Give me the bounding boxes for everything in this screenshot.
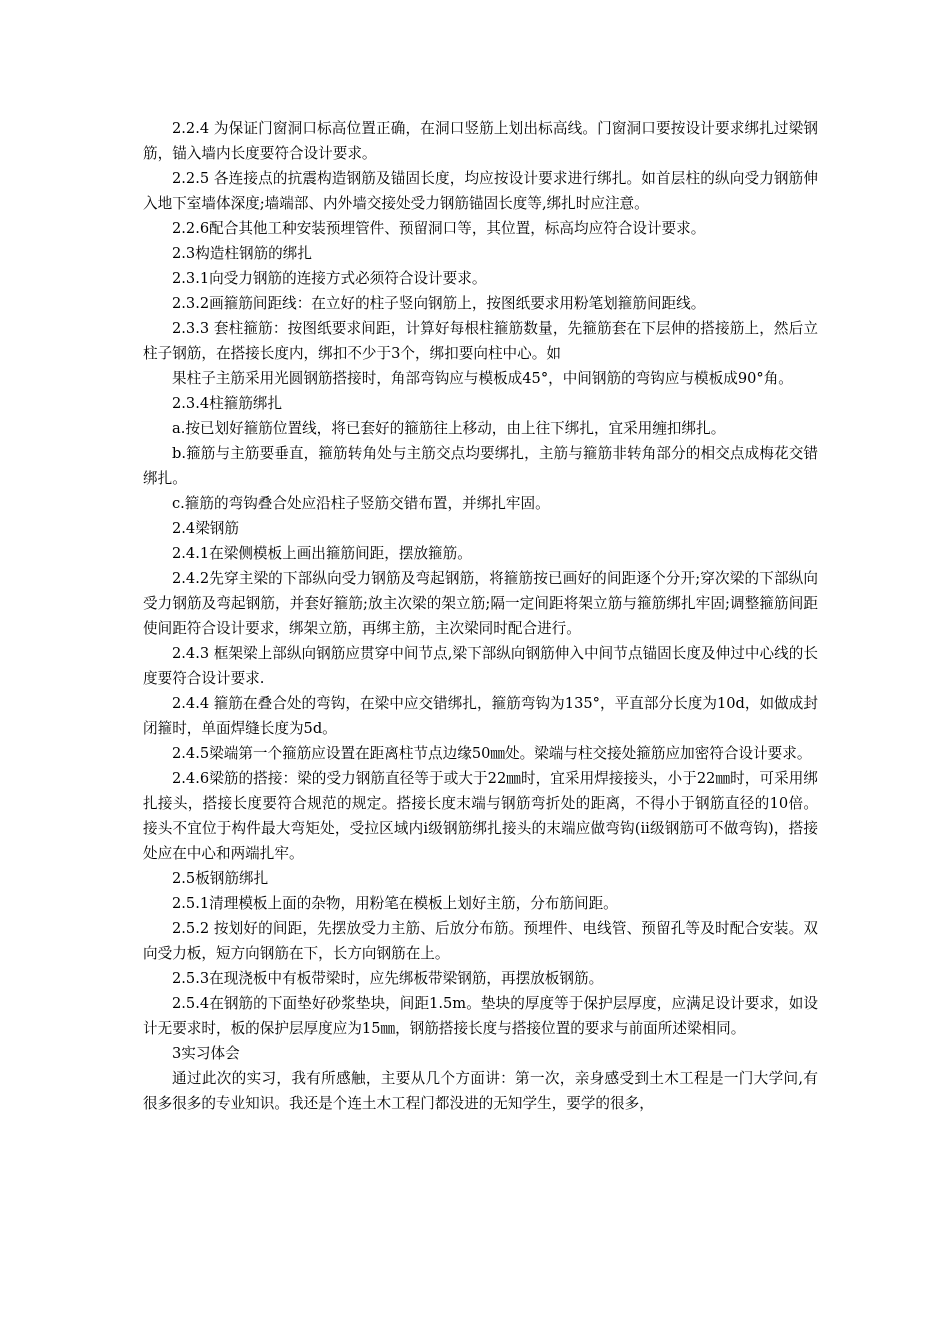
paragraph-2-2-5: 2.2.5 各连接点的抗震构造钢筋及锚固长度，均应按设计要求进行绑扎。如首层柱的纵向受力钢筋伸入地下室墙体深度;墙端部、内外墙交接处受力钢筋锚固长度等,绑扎时应注意。 — [143, 170, 818, 212]
paragraph-2-4-5: 2.4.5梁端第一个箍筋应设置在距离柱节点边缘50㎜处。梁端与柱交接处箍筋应加密符合设计要求。 — [172, 745, 812, 762]
section-heading-2-3-4: 2.3.4柱箍筋绑扎 — [172, 395, 283, 412]
paragraph-2-5-1: 2.5.1清理模板上面的杂物，用粉笔在模板上划好主筋，分布筋间距。 — [172, 895, 618, 912]
paragraph-2-5-2: 2.5.2 按划好的间距，先摆放受力主筋、后放分布筋。预埋件、电线管、预留孔等及时配合安装。双向受力板，短方向钢筋在下，长方向钢筋在上。 — [143, 920, 818, 962]
paragraph-2-2-6: 2.2.6配合其他工种安装预埋管件、预留洞口等，其位置，标高均应符合设计要求。 — [172, 220, 706, 237]
paragraph-2-5-4: 2.5.4在钢筋的下面垫好砂浆垫块，间距1.5m。垫块的厚度等于保护层厚度，应满足设计要求，如设计无要求时，板的保护层厚度应为15㎜，钢筋搭接长度与搭接位置的要求与前面所述梁相同。 — [143, 995, 818, 1037]
list-item-b: b.箍筋与主筋要垂直，箍筋转角处与主筋交点均要绑扎，主筋与箍筋非转角部分的相交点成梅花交错绑扎。 — [143, 445, 818, 487]
paragraph-2-3-2: 2.3.2画箍筋间距线：在立好的柱子竖向钢筋上，按图纸要求用粉笔划箍筋间距线。 — [172, 295, 706, 312]
list-item-c: c.箍筋的弯钩叠合处应沿柱子竖筋交错布置，并绑扎牢固。 — [172, 495, 550, 512]
paragraph-2-2-4: 2.2.4 为保证门窗洞口标高位置正确，在洞口竖筋上划出标高线。门窗洞口要按设计要求绑扎过梁钢筋，锚入墙内长度要符合设计要求。 — [143, 120, 818, 162]
paragraph-2-4-1: 2.4.1在梁侧模板上画出箍筋间距，摆放箍筋。 — [172, 545, 472, 562]
paragraph-2-3-3: 2.3.3 套柱箍筋：按图纸要求间距，计算好每根柱箍筋数量，先箍筋套在下层伸的搭接筋上，然后立柱子钢筋，在搭接长度内，绑扣不少于3个，绑扣要向柱中心。如 — [143, 320, 818, 362]
paragraph-internship-reflection: 通过此次的实习，我有所感触，主要从几个方面讲：第一次，亲身感受到土木工程是一门大学问,有很多很多的专业知识。我还是个连土木工程门都没进的无知学生，要学的很多， — [143, 1070, 818, 1112]
list-item-a: a.按已划好箍筋位置线，将已套好的箍筋往上移动，由上往下绑扎，宜采用缠扣绑扎。 — [172, 420, 726, 437]
paragraph-2-4-6: 2.4.6梁筋的搭接：梁的受力钢筋直径等于或大于22㎜时，宜采用焊接接头，小于22㎜时，可采用绑扎接头，搭接长度要符合规范的规定。搭接长度末端与钢筋弯折处的距离，不得小于钢筋直径的10倍。接头不宜位于构件最大弯矩处，受拉区域内i级钢筋绑扎接头的末端应做弯钩(ii级钢筋可不做弯钩)，搭接处应在中心和两端扎牢。 — [143, 770, 818, 862]
paragraph-2-3-1: 2.3.1向受力钢筋的连接方式必须符合设计要求。 — [172, 270, 487, 287]
paragraph-2-4-4: 2.4.4 箍筋在叠合处的弯钩，在梁中应交错绑扎，箍筋弯钩为135°，平直部分长度为10d，如做成封闭箍时，单面焊缝长度为5d。 — [143, 695, 818, 737]
paragraph-2-4-2: 2.4.2先穿主梁的下部纵向受力钢筋及弯起钢筋，将箍筋按已画好的间距逐个分开;穿次梁的下部纵向受力钢筋及弯起钢筋，并套好箍筋;放主次梁的架立筋;隔一定间距将架立筋与箍筋绑扎牢固;调整箍筋间距使间距符合设计要求，绑架立筋，再绑主筋，主次梁同时配合进行。 — [143, 570, 818, 637]
section-heading-2-3: 2.3构造柱钢筋的绑扎 — [172, 245, 312, 262]
paragraph-2-4-3: 2.4.3 框架梁上部纵向钢筋应贯穿中间节点,梁下部纵向钢筋伸入中间节点锚固长度及伸过中心线的长度要符合设计要求. — [143, 645, 818, 687]
section-heading-2-5: 2.5板钢筋绑扎 — [172, 870, 269, 887]
section-heading-3: 3实习体会 — [172, 1045, 240, 1062]
section-heading-2-4: 2.4梁钢筋 — [172, 520, 239, 537]
document-body — [143, 116, 818, 1116]
paragraph-2-5-3: 2.5.3在现浇板中有板带梁时，应先绑板带梁钢筋，再摆放板钢筋。 — [172, 970, 604, 987]
paragraph-2-3-3-continued: 果柱子主筋采用光圆钢筋搭接时，角部弯钩应与模板成45°，中间钢筋的弯钩应与模板成90°角。 — [172, 370, 793, 387]
